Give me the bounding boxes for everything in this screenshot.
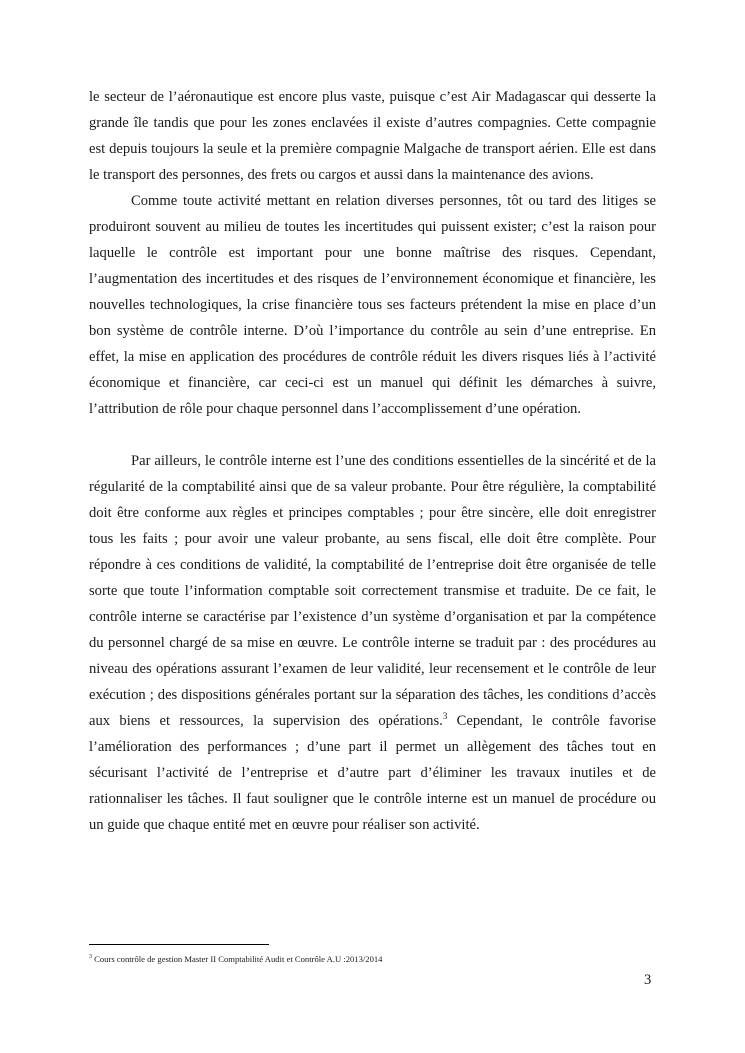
footnote-reference[interactable]: 3 xyxy=(442,711,448,722)
footnote-separator xyxy=(89,944,269,945)
paragraph-control-importance: Comme toute activité mettant en relation diverses personnes, tôt ou tard des litiges se produiront souvent au milieu de toutes les incertitudes qui puissent exister; c’est la raison pour laquelle le contrôle est important pour une bonne maîtrise des risques. Cependant, l’augmentation des incertitudes et des risques de l’environnement économique et financière, les nouvelles technologiques, la crise financière tous ses facteurs prétendent la mise en place d’un bon système de contrôle interne. D’où l’importance du contrôle au sein d’une entreprise. En effet, la mise en application des procédures de contrôle réduit les divers risques liés à l’activité économique et financière, car ceci-ci est un manuel qui définit les démarches à suivre, l’attribution de rôle pour chaque personnel dans l’accomplissement d’une opération. xyxy=(89,193,656,417)
footnote xyxy=(89,953,382,965)
footnote-text: Cours contrôle de gestion Master II Comptabilité Audit et Contrôle A.U :2013/2014 xyxy=(92,954,383,964)
footnote-number: 3 xyxy=(89,954,92,961)
document-body xyxy=(89,84,656,838)
paragraph-internal-control xyxy=(89,448,656,838)
page-number: 3 xyxy=(644,972,652,988)
paragraph-aeronautics: le secteur de l’aéronautique est encore plus vaste, puisque c’est Air Madagascar qui desserte la grande île tandis que pour les zones enclavées il existe d’autres compagnies. Cette compagnie est depuis toujours la seule et la première compagnie Malgache de transport aérien. Elle est dans le transport des personnes, des frets ou cargos et aussi dans la maintenance des avions. xyxy=(89,89,656,183)
paragraph-internal-control-text-2: Cependant, le contrôle favorise l’amélioration des performances ; d’une part il permet un allègement des tâches tout en sécurisant l’activité de l’entreprise et d’autre part d’éliminer les travaux inutiles et de rationnaliser les tâches. Il faut souligner que le contrôle interne est un manuel de procédure ou un guide que chaque entité met en œuvre pour réaliser son activité. xyxy=(89,713,657,833)
paragraph-internal-control-text-1: Par ailleurs, le contrôle interne est l’une des conditions essentielles de la sincérité et de la régularité de la comptabilité ainsi que de sa valeur probante. Pour être régulière, la comptabilité doit être conforme aux règles et principes comptables ; pour être sincère, elle doit enregistrer tous les faits ; pour avoir une valeur probante, au sens fiscal, elle doit être complète. Pour répondre à ces conditions de validité, la comptabilité de l’entreprise doit être organisée de telle sorte que toute l’information comptable soit correctement transmise et traduite. De ce fait, le contrôle interne se caractérise par l’existence d’un système d’organisation et par la compétence du personnel chargé de sa mise en œuvre. Le contrôle interne se traduit par : des procédures au niveau des opérations assurant l’examen de leur validité, leur recensement et le contrôle de leur exécution ; des dispositions générales portant sur la séparation des tâches, les conditions d’accès aux biens et ressources, la supervision des opérations. xyxy=(89,453,656,729)
paragraph-spacer xyxy=(89,422,656,448)
